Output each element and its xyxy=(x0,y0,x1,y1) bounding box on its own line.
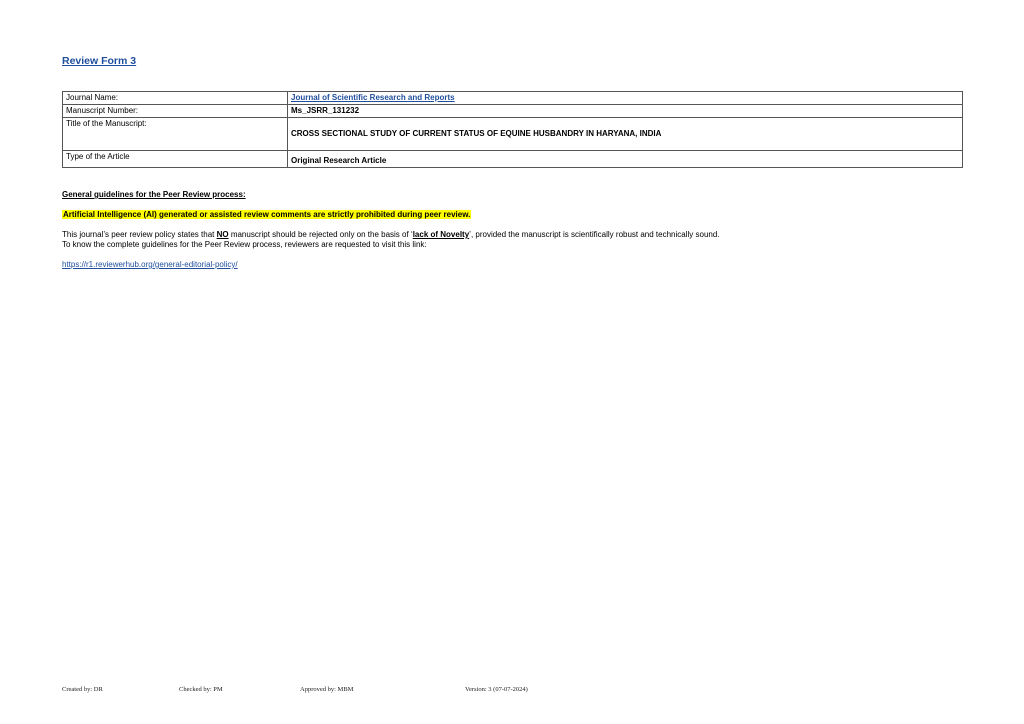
manuscript-title-label: Title of the Manuscript: xyxy=(63,118,288,151)
footer-approved-by: Approved by: MBM xyxy=(300,686,354,693)
footer-created-by: Created by: DR xyxy=(62,686,103,693)
table-row xyxy=(63,118,963,151)
policy-mid: manuscript should be rejected only on the basis of ‘ xyxy=(228,230,413,239)
policy-no: NO xyxy=(216,230,229,239)
table-row xyxy=(63,151,963,168)
table-row xyxy=(63,105,963,118)
manuscript-number-value: Ms_JSRR_131232 xyxy=(288,105,963,118)
footer-version: Version: 3 (07-07-2024) xyxy=(465,686,528,693)
editorial-policy-link[interactable]: https://r1.reviewerhub.org/general-editorial-policy/ xyxy=(62,260,238,269)
policy-post: ’, provided the manuscript is scientifically robust and technically sound. xyxy=(469,230,720,239)
policy-text xyxy=(62,230,720,249)
ai-warning: Artificial Intelligence (AI) generated or assisted review comments are strictly prohibited during peer review. xyxy=(63,210,471,219)
journal-name-value xyxy=(288,92,963,105)
article-type-label: Type of the Article xyxy=(63,151,288,168)
guidelines-heading: General guidelines for the Peer Review process: xyxy=(62,190,246,199)
journal-name-label: Journal Name: xyxy=(63,92,288,105)
manuscript-info-table xyxy=(62,91,963,168)
page-title: Review Form 3 xyxy=(62,55,137,67)
policy-line-1 xyxy=(62,230,720,240)
policy-line-2: To know the complete guidelines for the Peer Review process, reviewers are requested to visit this link: xyxy=(62,239,427,249)
footer-checked-by: Checked by: PM xyxy=(179,686,223,693)
article-type-value: Original Research Article xyxy=(288,151,963,168)
journal-link[interactable]: Journal of Scientific Research and Reports xyxy=(291,93,455,102)
policy-novelty: lack of Novelty xyxy=(412,230,470,239)
manuscript-number-label: Manuscript Number: xyxy=(63,105,288,118)
manuscript-title-value: CROSS SECTIONAL STUDY OF CURRENT STATUS OF EQUINE HUSBANDRY IN HARYANA, INDIA xyxy=(288,118,963,151)
table-row xyxy=(63,92,963,105)
policy-pre: This journal’s peer review policy states that xyxy=(62,230,217,239)
